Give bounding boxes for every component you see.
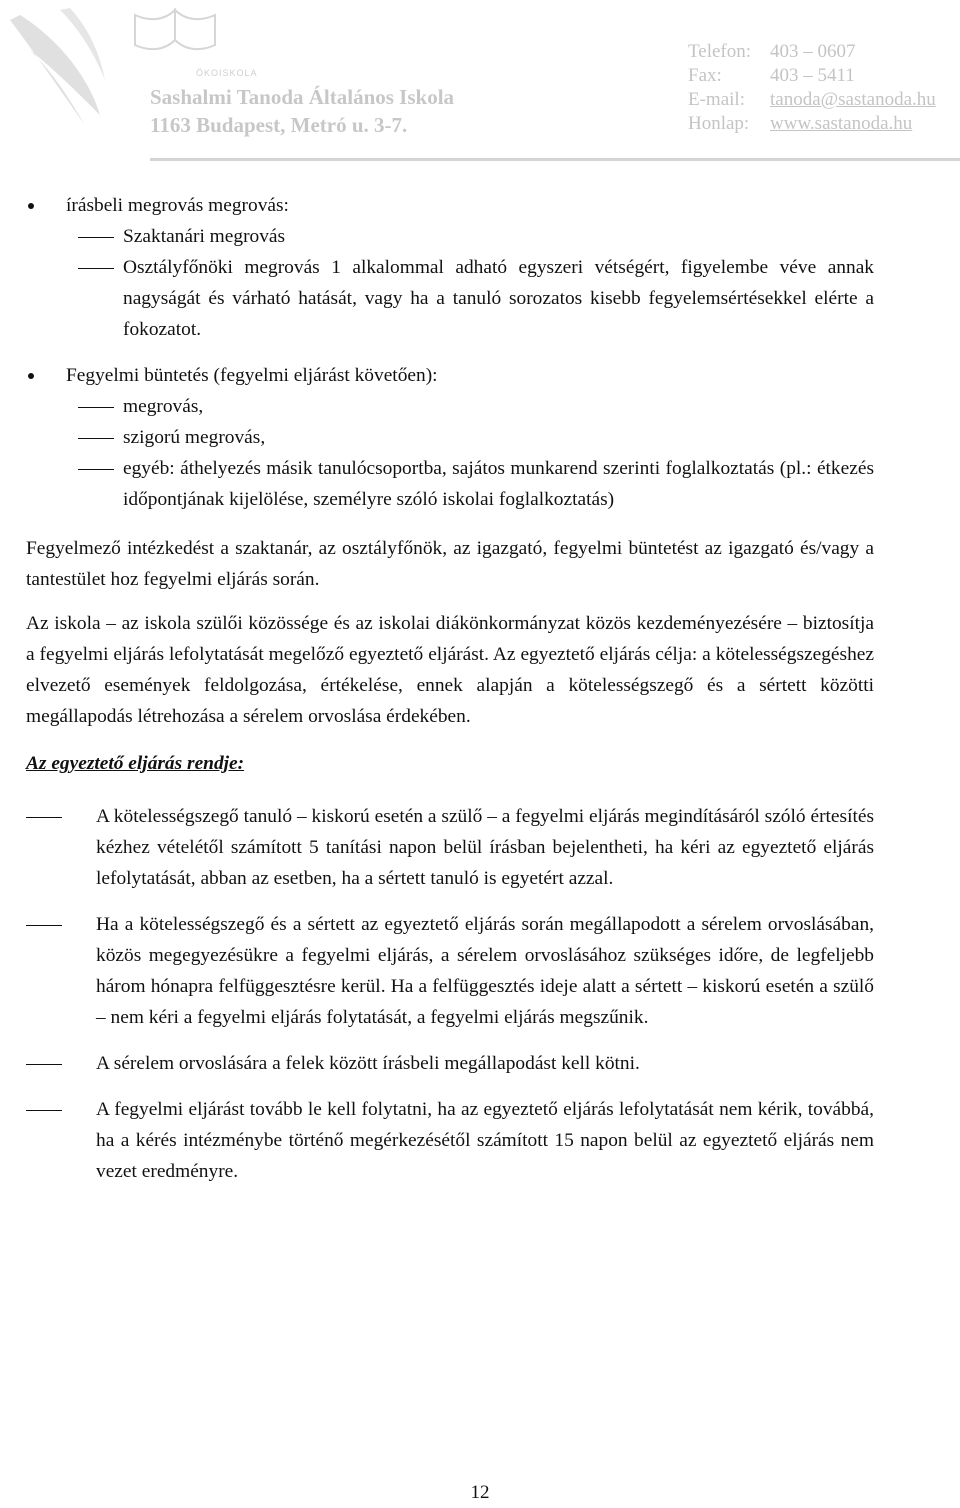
contact-value: 403 – 5411	[770, 65, 855, 86]
dash-icon	[78, 237, 114, 238]
rule-item	[26, 801, 874, 894]
contact-fax	[688, 64, 936, 88]
dash-item	[26, 453, 874, 515]
dash-text: Osztályfőnöki megrovás 1 alkalommal adható egyszeri vétségért, figyelembe véve annak nagyságát és várható hatását, vagy ha a tanuló sorozatos kisebb fegyelemsértésekkel elérte a fokozatot.	[123, 257, 874, 340]
rule-item	[26, 909, 874, 1033]
dash-text: Szaktanári megrovás	[123, 226, 286, 247]
contact-value: 403 – 0607	[770, 41, 856, 62]
page-header	[0, 0, 960, 165]
contact-website	[688, 112, 936, 136]
contact-label: Telefon:	[688, 41, 752, 62]
section-heading: Az egyeztető eljárás rendje:	[26, 753, 245, 774]
contact-label: E-mail:	[688, 89, 745, 110]
bullet-icon	[28, 203, 34, 209]
dash-item	[26, 422, 874, 453]
school-name-line1: Sashalmi Tanoda Általános Iskola	[150, 85, 455, 109]
dash-text: szigorú megrovás,	[123, 427, 266, 448]
rule-item	[26, 1048, 874, 1079]
contact-phone	[688, 40, 936, 64]
dash-icon	[78, 268, 114, 269]
paragraph: Fegyelmező intézkedést a szaktanár, az osztályfőnök, az igazgató, fegyelmi büntetést az igazgató és/vagy a tantestület hoz fegyelmi eljárás során.	[26, 538, 874, 590]
email-link[interactable]: tanoda@sastanoda.hu	[770, 89, 936, 110]
contact-label: Honlap:	[688, 113, 750, 134]
bullet-disciplinary-punishment	[26, 360, 874, 391]
contact-block	[688, 40, 936, 136]
document-body	[26, 190, 874, 1187]
logo-text: ÖKOISKOLA	[196, 68, 258, 78]
rule-item	[26, 1094, 874, 1187]
dash-item	[26, 252, 874, 345]
rule-text: A fegyelmi eljárást tovább le kell folytatni, ha az egyeztető eljárás lefolytatását nem kérik, továbbá, ha a kérés intézménybe történő megérkezésétől számított 15 napon belül az egyeztető eljárás nem vezet eredményre.	[96, 1099, 874, 1182]
bullet-text: Fegyelmi büntetés (fegyelmi eljárást követően):	[66, 365, 438, 386]
rule-text: A kötelességszegő tanuló – kiskorú esetén a szülő – a fegyelmi eljárás megindításáról szóló értesítés kézhez vételétől számított 5 tanítási napon belül írásban bejelentheti, ha kéri az egyeztető eljárás lefolytatását, abban az esetben, ha a sértett tanuló is egyetért azzal.	[96, 806, 874, 889]
website-link[interactable]: www.sastanoda.hu	[770, 113, 913, 134]
dash-item	[26, 391, 874, 422]
dash-icon	[78, 438, 114, 439]
dash-text: egyéb: áthelyezés másik tanulócsoportba, sajátos munkarend szerinti foglalkoztatás (pl.: étkezés időpontjának kijelölése, személyre szóló iskolai foglalkoztatás)	[123, 458, 874, 510]
rule-text: A sérelem orvoslására a felek között írásbeli megállapodást kell kötni.	[96, 1053, 640, 1074]
dash-icon	[26, 1110, 62, 1111]
page-number: 12	[470, 1482, 490, 1503]
contact-email	[688, 88, 936, 112]
dash-icon	[78, 407, 114, 408]
dash-icon	[26, 1064, 62, 1065]
contact-label: Fax:	[688, 65, 722, 86]
dash-icon	[78, 469, 114, 470]
paragraph: Az iskola – az iskola szülői közössége és az iskolai diákönkormányzat közös kezdeményezésére – biztosítja a fegyelmi eljárás lefolytatását megelőző egyeztető eljárást. Az egyeztető eljárás célja: a kötelességszegéshez elvezető események feldolgozása, értékelése, ennek alapján a kötelességszegő és a sértett közötti megállapodás létrehozása a sérelem orvoslása érdekében.	[26, 613, 874, 727]
dash-text: megrovás,	[123, 396, 204, 417]
school-address: 1163 Budapest, Metró u. 3-7.	[150, 113, 408, 137]
dash-icon	[26, 925, 62, 926]
dash-item	[26, 221, 874, 252]
school-name	[150, 84, 454, 140]
bullet-text: írásbeli megrovás megrovás:	[66, 195, 289, 216]
bullet-written-reprimand	[26, 190, 874, 221]
rule-text: Ha a kötelességszegő és a sértett az egyeztető eljárás során megállapodott a sérelem orvoslásában, közös megegyezésükre a fegyelmi eljárás, a sérelem orvoslásához szükséges időre, de legfeljebb három hónapra felfüggesztésre kerül. Ha a felfüggesztés ideje alatt a sértett – kiskorú esetén a szülő – nem kéri a fegyelmi eljárás folytatását, a fegyelmi eljárás megszűnik.	[96, 914, 874, 1028]
dash-icon	[26, 817, 62, 818]
bullet-icon	[28, 373, 34, 379]
header-divider	[150, 158, 960, 161]
